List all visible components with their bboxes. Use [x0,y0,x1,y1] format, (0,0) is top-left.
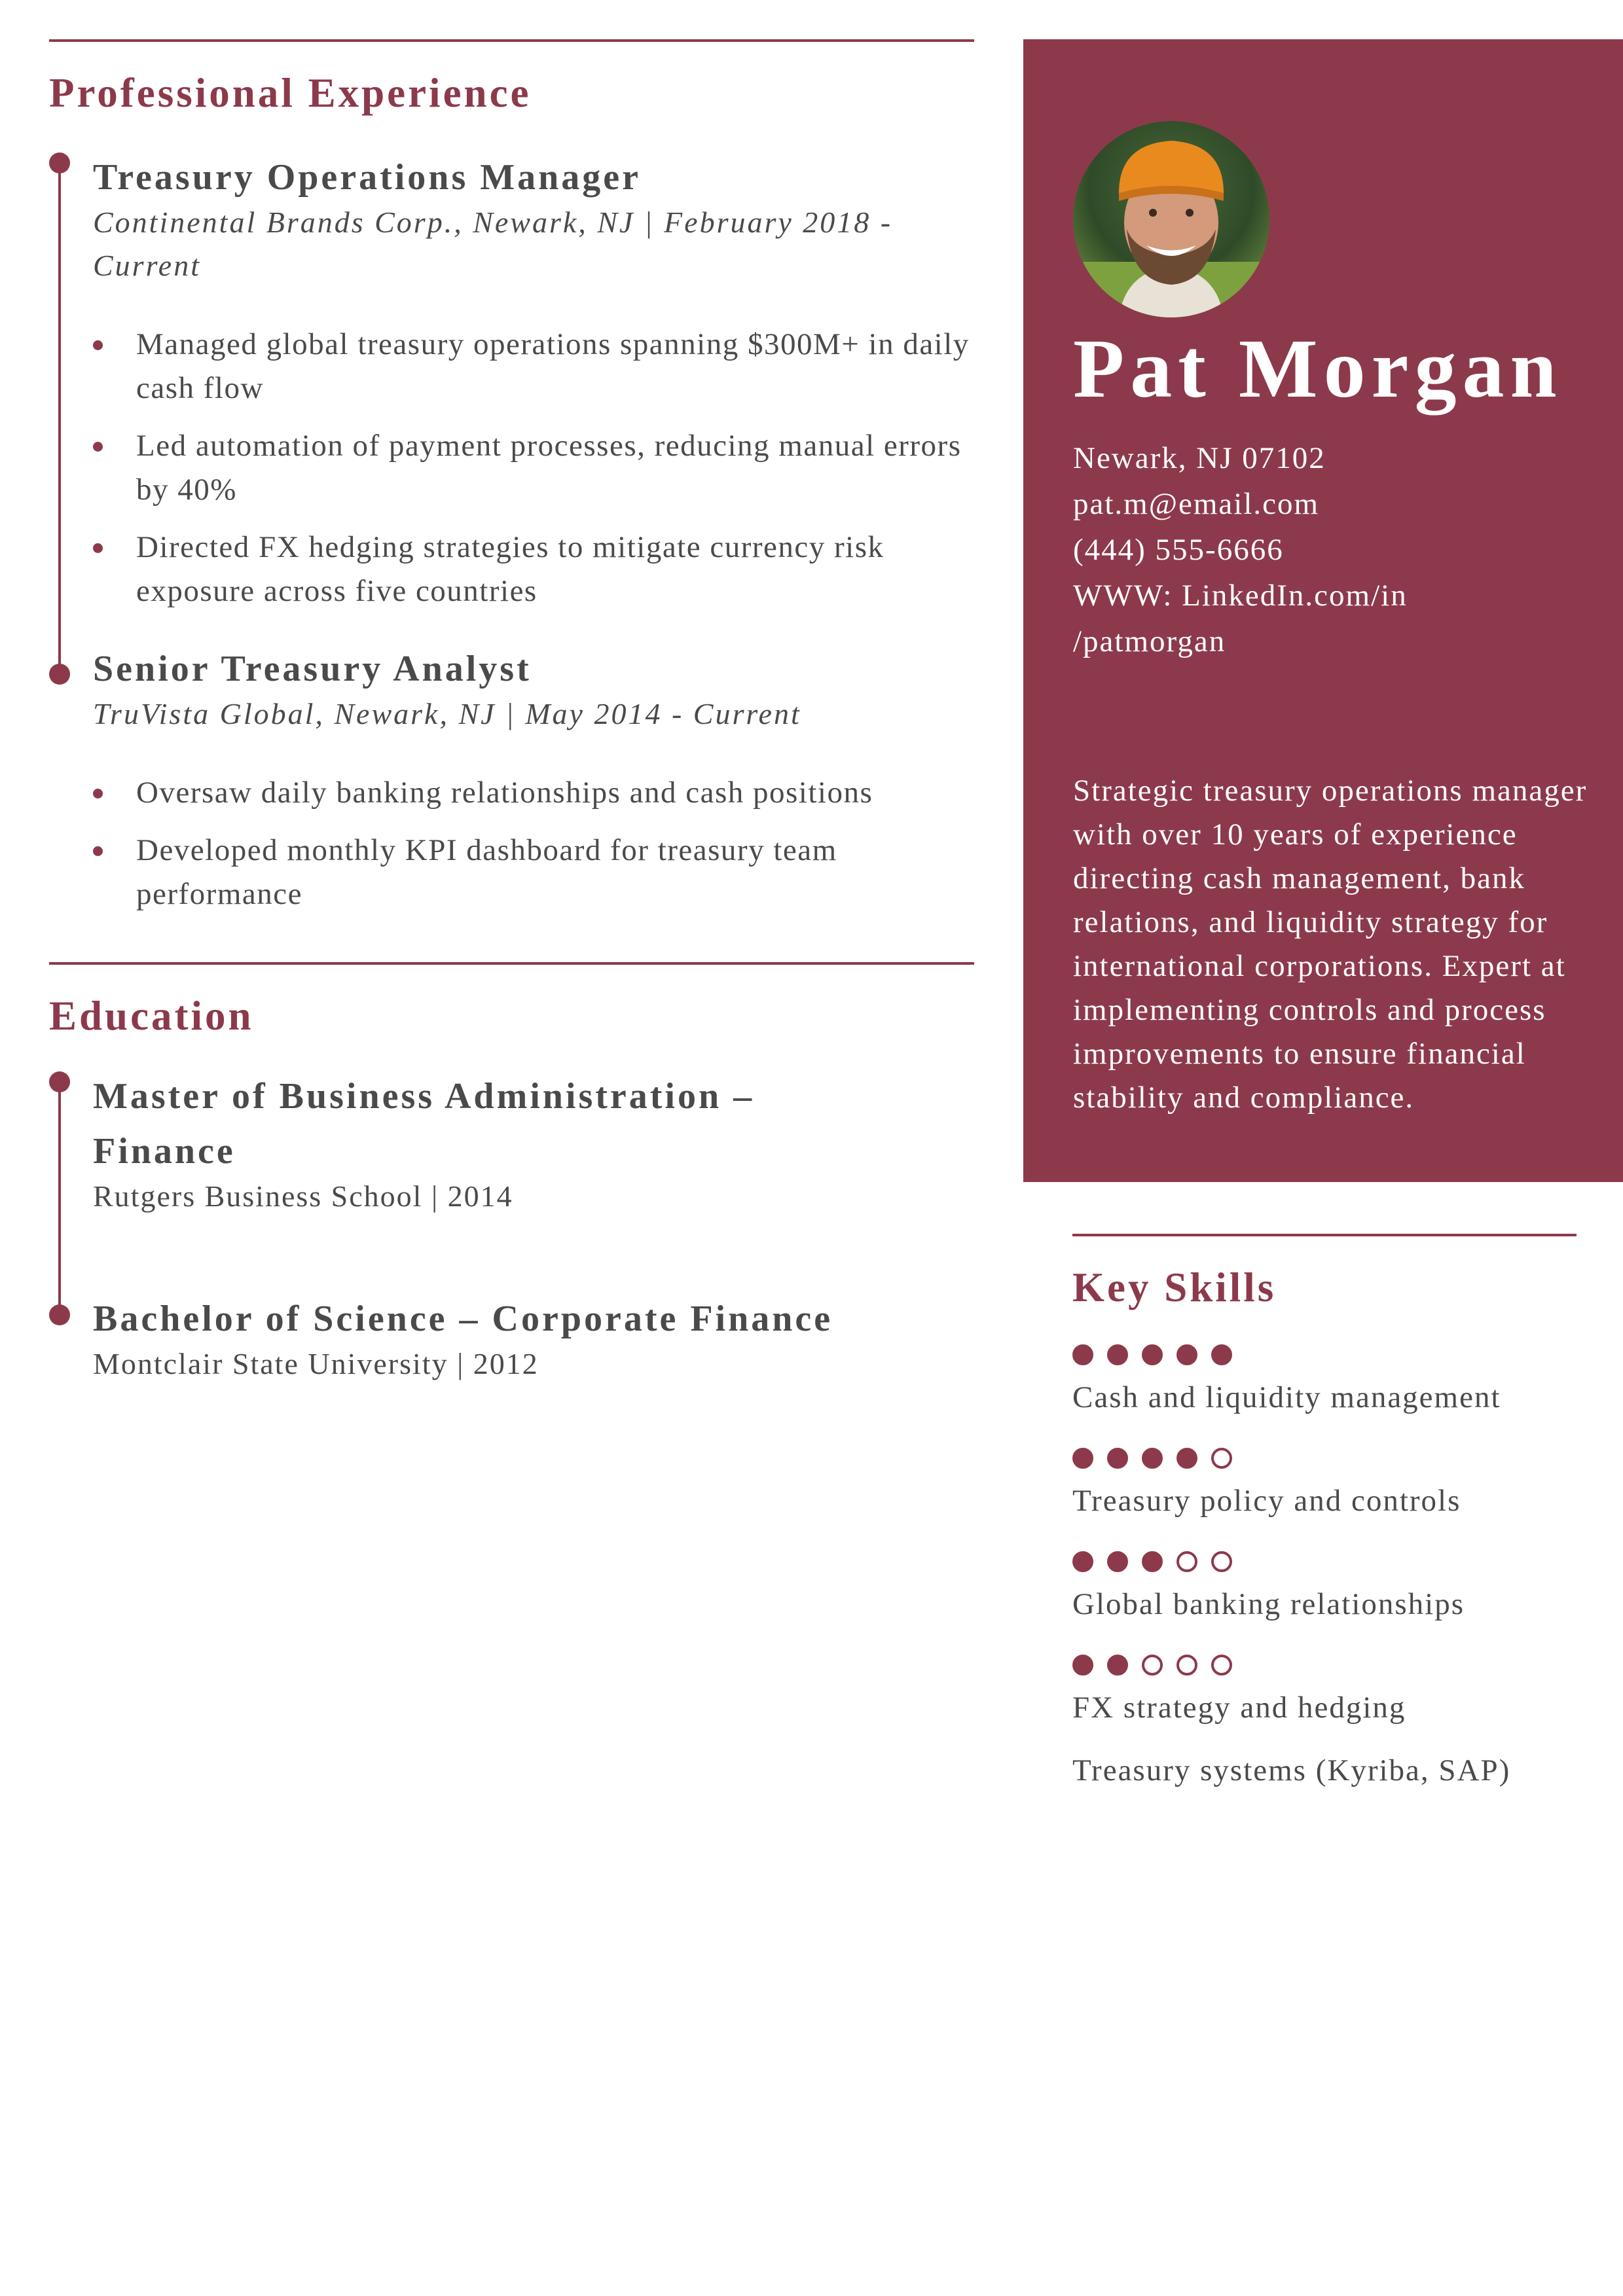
skill-rating [1072,1550,1577,1573]
rating-dot-empty-icon [1211,1655,1232,1676]
website-link-continued[interactable]: /patmorgan [1073,624,1226,658]
job-company: Continental Brands Corp., Newark, NJ | February 2018 - Current [93,206,893,282]
experience-heading: Professional Experience [49,70,532,116]
skill-label: Global banking relationships [1072,1587,1465,1621]
degree-title: Master of Business Administration – Finance [93,1076,755,1172]
skills-heading: Key Skills [1072,1265,1277,1310]
skill-item [1072,1343,1577,1419]
timeline-dot [49,152,70,173]
rating-dot-empty-icon [1176,1551,1197,1572]
bullet-icon [93,442,103,452]
skill-label: Treasury policy and controls [1072,1484,1461,1518]
rating-dot-filled-icon [1107,1551,1128,1572]
bullet-text: Oversaw daily banking relationships and cash positions [136,776,873,810]
candidate-name: Pat Morgan [1073,322,1563,415]
timeline-line [58,1082,61,1318]
rating-dot-empty-icon [1142,1655,1163,1676]
skills-list [1072,1343,1577,1792]
skill-item [1072,1653,1577,1729]
skills-section [1072,1234,1577,1820]
skill-item [1072,1446,1577,1522]
avatar [1073,121,1269,317]
education-heading: Education [49,993,254,1039]
list-item [93,771,974,815]
address: Newark, NJ 07102 [1073,441,1326,475]
section-divider [49,962,974,965]
job-entry [93,641,974,916]
email-link[interactable]: pat.m@email.com [1073,487,1320,521]
job-title: Treasury Operations Manager [93,157,641,198]
avatar-portrait-icon [1073,121,1269,317]
section-divider [49,39,974,42]
rating-dot-filled-icon [1072,1344,1093,1365]
rating-dot-filled-icon [1176,1448,1197,1469]
rating-dot-filled-icon [1072,1448,1093,1469]
rating-dot-filled-icon [1072,1655,1093,1676]
skill-rating [1072,1446,1577,1470]
school-line: Montclair State University | 2012 [93,1347,539,1380]
rating-dot-filled-icon [1142,1551,1163,1572]
profile-panel [1023,39,1623,1182]
bullet-text: Led automation of payment processes, reducing manual errors by 40% [136,429,962,507]
bullet-text: Developed monthly KPI dashboard for treasury team performance [136,833,837,911]
skill-label: Cash and liquidity management [1072,1380,1501,1414]
list-item [93,829,974,916]
section-divider [1072,1234,1577,1236]
bullet-icon [93,543,103,553]
education-entry [93,1069,974,1218]
rating-dot-filled-icon [1211,1344,1232,1365]
rating-dot-filled-icon [1107,1448,1128,1469]
rating-dot-empty-icon [1211,1448,1232,1469]
rating-dot-filled-icon [1072,1551,1093,1572]
skill-rating [1072,1343,1577,1367]
skill-rating [1072,1653,1577,1677]
list-item [93,526,974,613]
bullet-icon [93,846,103,856]
contact-info [1073,435,1408,664]
rating-dot-filled-icon [1107,1344,1128,1365]
job-bullets [93,771,974,916]
list-item [93,323,974,410]
bullet-icon [93,340,103,350]
education-entry [93,1291,974,1386]
experience-timeline [49,150,974,916]
job-title: Senior Treasury Analyst [93,649,532,689]
timeline-dot [49,1071,70,1092]
bullet-icon [93,789,103,798]
rating-dot-filled-icon [1142,1344,1163,1365]
skill-item [1072,1550,1577,1626]
timeline-dot [49,664,70,685]
profile-summary: Strategic treasury operations manager with over 10 years of experience directing cash management, bank relations, and liquidity strategy for international corporations. Expert at implementing controls and process improvements to ensure financial stability and compliance. [1073,774,1588,1115]
education-timeline [49,1069,974,1386]
timeline-dot [49,1304,70,1325]
rating-dot-filled-icon [1176,1344,1197,1365]
job-entry [93,150,974,613]
skill-label: FX strategy and hedging [1072,1691,1406,1725]
bullet-text: Managed global treasury operations spanning $300M+ in daily cash flow [136,327,970,405]
rating-dot-empty-icon [1176,1655,1197,1676]
skill-label: Treasury systems (Kyriba, SAP) [1072,1753,1511,1787]
rating-dot-empty-icon [1211,1551,1232,1572]
list-item [93,424,974,512]
job-bullets [93,323,974,613]
website-link[interactable]: WWW: LinkedIn.com/in [1073,579,1408,613]
left-column [49,39,974,1386]
rating-dot-filled-icon [1107,1655,1128,1676]
bullet-text: Directed FX hedging strategies to mitigate currency risk exposure across five countries [136,530,884,608]
phone: (444) 555-6666 [1073,533,1284,567]
skill-item [1072,1749,1577,1792]
school-line: Rutgers Business School | 2014 [93,1179,513,1213]
timeline-line [58,163,61,680]
rating-dot-filled-icon [1142,1448,1163,1469]
job-company: TruVista Global, Newark, NJ | May 2014 - Current [93,697,801,730]
degree-title: Bachelor of Science – Corporate Finance [93,1299,833,1339]
